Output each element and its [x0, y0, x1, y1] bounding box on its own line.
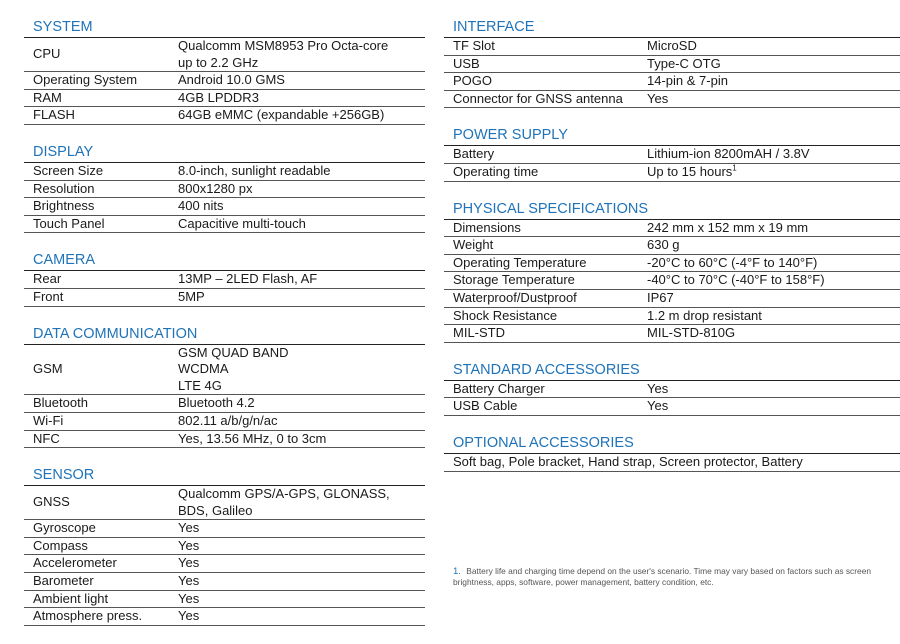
spec-row: [24, 345, 425, 396]
spec-value: [647, 237, 900, 254]
spec-label: Bluetooth: [33, 395, 88, 411]
spec-label: Operating Temperature: [453, 254, 587, 270]
spec-label: FLASH: [33, 107, 75, 123]
spec-value-text: -20°C to 60°C (-4°F to 140°F): [647, 254, 818, 270]
spec-label: MIL-STD: [453, 325, 505, 341]
spec-value-text: -40°C to 70°C (-40°F to 158°F): [647, 272, 825, 288]
spec-value-text: 242 mm x 152 mm x 19 mm: [647, 219, 809, 235]
spec-value-text: Capacitive multi-touch: [178, 215, 306, 231]
spec-value-text: 8.0-inch, sunlight readable: [178, 162, 331, 178]
spec-value-text: Yes, 13.56 MHz, 0 to 3cm: [178, 430, 327, 446]
spec-value: [178, 107, 425, 124]
spec-value-text: MIL-STD-810G: [647, 325, 736, 341]
spec-label: CPU: [33, 46, 61, 62]
spec-value-text: Qualcomm MSM8953 Pro Octa-core up to 2.2 GHz: [178, 38, 389, 70]
spec-value: [647, 164, 900, 181]
spec-label: GNSS: [33, 494, 70, 510]
footnote-number: 1.: [453, 566, 461, 577]
spec-value-text: Yes: [647, 398, 669, 414]
spec-value: [178, 395, 425, 412]
spec-value-text: Bluetooth 4.2: [178, 395, 255, 411]
spec-row: [444, 290, 900, 308]
spec-full-text: Soft bag, Pole bracket, Hand strap, Screen protector, Battery: [453, 453, 803, 469]
spec-value: [647, 255, 900, 272]
section-title: INTERFACE: [444, 18, 900, 38]
spec-label: USB Cable: [453, 398, 518, 414]
spec-value: [178, 431, 425, 448]
spec-value: [178, 520, 425, 537]
spec-row: [444, 237, 900, 255]
spec-row: [444, 454, 900, 472]
spec-row: [24, 395, 425, 413]
spec-row: [24, 431, 425, 449]
section-system: [24, 18, 425, 125]
spec-row: [444, 164, 900, 182]
section-interface: [444, 18, 900, 108]
section-physical-specifications: [444, 200, 900, 343]
section-title: SENSOR: [24, 466, 425, 486]
spec-row: [24, 486, 425, 520]
spec-value-text: 14-pin & 7-pin: [647, 73, 728, 89]
spec-value-text: Yes: [178, 573, 200, 589]
section-power-supply: [444, 126, 900, 181]
spec-row: [24, 107, 425, 125]
spec-label: Touch Panel: [33, 215, 105, 231]
spec-label: Brightness: [33, 198, 95, 214]
spec-label: Accelerometer: [33, 555, 117, 571]
spec-value: [178, 608, 425, 625]
spec-value: [647, 73, 900, 90]
spec-row: [24, 289, 425, 307]
spec-value: [178, 591, 425, 608]
spec-label: USB: [453, 55, 480, 71]
footnote: [453, 566, 893, 588]
spec-value: [647, 290, 900, 307]
spec-value: [178, 486, 425, 519]
section-camera: [24, 251, 425, 306]
spec-value-text: GSM QUAD BAND WCDMA LTE 4G: [178, 344, 289, 393]
spec-value: [647, 56, 900, 73]
spec-row: [444, 91, 900, 109]
spec-row: [24, 181, 425, 199]
spec-label: RAM: [33, 89, 62, 105]
spec-value-text: Type-C OTG: [647, 55, 721, 71]
spec-value-text: 630 g: [647, 237, 680, 253]
spec-value-text: Up to 15 hours: [647, 163, 733, 179]
spec-row: [24, 538, 425, 556]
spec-value-text: Yes: [178, 555, 200, 571]
spec-label: Battery: [453, 146, 495, 162]
spec-label: Battery Charger: [453, 380, 545, 396]
spec-value: [178, 216, 425, 233]
section-title: DISPLAY: [24, 143, 425, 163]
spec-row: [444, 146, 900, 164]
spec-value: [647, 146, 900, 163]
section-title: SYSTEM: [24, 18, 425, 38]
spec-value: [647, 38, 900, 55]
spec-value: [178, 289, 425, 306]
spec-value-text: Yes: [178, 608, 200, 624]
spec-label: Front: [33, 288, 64, 304]
spec-label: Compass: [33, 537, 88, 553]
spec-value-text: Yes: [647, 380, 669, 396]
spec-value: [647, 272, 900, 289]
spec-value: [178, 573, 425, 590]
footnote-ref: 1: [732, 163, 737, 173]
section-title: PHYSICAL SPECIFICATIONS: [444, 200, 900, 220]
spec-label: Rear: [33, 271, 62, 287]
spec-value: [647, 308, 900, 325]
spec-label: Barometer: [33, 573, 94, 589]
spec-value: [647, 381, 900, 398]
spec-row: [444, 73, 900, 91]
spec-row: [24, 520, 425, 538]
spec-value: [178, 555, 425, 572]
spec-row: [444, 272, 900, 290]
spec-value-text: 802.11 a/b/g/n/ac: [178, 412, 278, 428]
spec-row: [24, 38, 425, 72]
spec-value-text: IP67: [647, 289, 674, 305]
spec-row: [24, 216, 425, 234]
spec-value: [178, 413, 425, 430]
spec-value-text: Lithium-ion 8200mAH / 3.8V: [647, 146, 810, 162]
spec-row: [24, 163, 425, 181]
spec-row: [24, 90, 425, 108]
spec-value: [178, 72, 425, 89]
spec-value: [178, 198, 425, 215]
spec-value-text: Android 10.0 GMS: [178, 72, 285, 88]
left-column: [24, 18, 425, 644]
spec-row: [444, 398, 900, 416]
section-data-communication: [24, 325, 425, 449]
spec-value-text: 800x1280 px: [178, 180, 253, 196]
spec-label: TF Slot: [453, 38, 495, 53]
section-title: CAMERA: [24, 251, 425, 271]
spec-value: [178, 90, 425, 107]
spec-value-text: MicroSD: [647, 38, 697, 53]
section-title: POWER SUPPLY: [444, 126, 900, 146]
spec-value-text: Yes: [647, 90, 669, 106]
spec-label: GSM: [33, 361, 63, 377]
spec-value-text: 5MP: [178, 288, 205, 304]
spec-label: Ambient light: [33, 590, 109, 606]
spec-label: Weight: [453, 237, 494, 253]
spec-label: Gyroscope: [33, 520, 96, 536]
spec-row: [444, 308, 900, 326]
section-title: DATA COMMUNICATION: [24, 325, 425, 345]
spec-label: POGO: [453, 73, 493, 89]
spec-value: [647, 91, 900, 108]
spec-row: [24, 573, 425, 591]
spec-row: [24, 608, 425, 626]
spec-value: [178, 181, 425, 198]
section-display: [24, 143, 425, 233]
spec-value: [178, 538, 425, 555]
spec-row: [444, 56, 900, 74]
spec-row: [24, 198, 425, 216]
spec-row: [444, 220, 900, 238]
spec-row: [24, 271, 425, 289]
spec-row: [444, 381, 900, 399]
spec-row: [24, 591, 425, 609]
spec-value: [178, 163, 425, 180]
spec-label: Screen Size: [33, 162, 104, 178]
spec-row: [24, 72, 425, 90]
right-column: [444, 18, 900, 490]
spec-label: Operating System: [33, 72, 138, 88]
spec-row: [24, 413, 425, 431]
spec-label: Connector for GNSS antenna: [453, 90, 623, 106]
spec-value: [647, 220, 900, 237]
spec-row: [444, 38, 900, 56]
spec-label: Dimensions: [453, 219, 521, 235]
spec-label: Operating time: [453, 163, 539, 179]
spec-label: Resolution: [33, 180, 95, 196]
footnote-text: Battery life and charging time depend on the user's scenario. Time may vary based on factors such as screen brightness, apps, software, power management, battery condition, etc.: [453, 566, 872, 587]
spec-label: Atmosphere press.: [33, 608, 143, 624]
spec-value: [178, 38, 425, 71]
spec-value: [647, 325, 900, 342]
section-optional-accessories: [444, 434, 900, 472]
spec-value-text: 1.2 m drop resistant: [647, 307, 762, 323]
spec-row: [444, 255, 900, 273]
spec-value-text: 4GB LPDDR3: [178, 89, 259, 105]
section-title: STANDARD ACCESSORIES: [444, 361, 900, 381]
section-standard-accessories: [444, 361, 900, 416]
spec-label: Wi-Fi: [33, 412, 64, 428]
section-sensor: [24, 466, 425, 626]
spec-value: [178, 271, 425, 288]
spec-label: Waterproof/Dustproof: [453, 289, 577, 305]
spec-value: [178, 345, 425, 395]
spec-value-text: Qualcomm GPS/A-GPS, GLONASS, BDS, Galileo: [178, 486, 390, 518]
spec-value: [647, 398, 900, 415]
spec-label: Shock Resistance: [453, 307, 558, 323]
spec-value-text: 13MP – 2LED Flash, AF: [178, 271, 318, 287]
spec-label: NFC: [33, 430, 60, 446]
spec-label: Storage Temperature: [453, 272, 575, 288]
spec-row: [444, 325, 900, 343]
section-title: OPTIONAL ACCESSORIES: [444, 434, 900, 454]
spec-row: [24, 555, 425, 573]
spec-value-text: 400 nits: [178, 198, 224, 214]
spec-value-text: 64GB eMMC (expandable +256GB): [178, 107, 385, 123]
spec-value-text: Yes: [178, 537, 200, 553]
spec-value-text: Yes: [178, 520, 200, 536]
spec-value-text: Yes: [178, 590, 200, 606]
